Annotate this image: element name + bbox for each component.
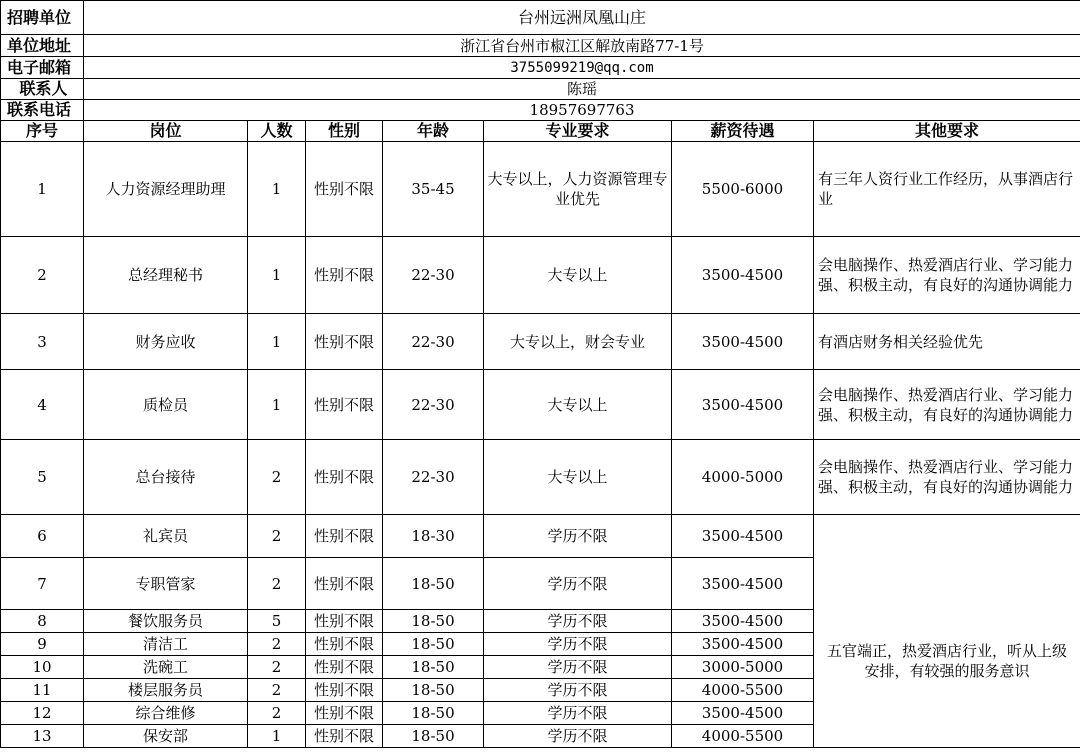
row-other: 会电脑操作、热爱酒店行业、学习能力强、积极主动，有良好的沟通协调能力: [814, 370, 1080, 440]
row-position: 总台接待: [84, 440, 248, 515]
row-major: 学历不限: [484, 633, 672, 656]
row-salary: 3500-4500: [672, 558, 814, 610]
row-position: 保安部: [84, 725, 248, 748]
row-gender: 性别不限: [306, 237, 383, 314]
row-count: 1: [248, 725, 306, 748]
row-no: 7: [1, 558, 84, 610]
row-age: 18-50: [383, 633, 484, 656]
row-age: 18-50: [383, 679, 484, 702]
contact-value: 陈瑶: [84, 79, 1080, 100]
table-row: [1, 440, 1080, 515]
row-count: 2: [248, 702, 306, 725]
table-row: [1, 314, 1080, 370]
row-major: 学历不限: [484, 515, 672, 558]
row-salary: 3500-4500: [672, 702, 814, 725]
row-gender: 性别不限: [306, 633, 383, 656]
row-position: 专职管家: [84, 558, 248, 610]
row-salary: 3500-4500: [672, 370, 814, 440]
row-gender: 性别不限: [306, 440, 383, 515]
phone-label: 联系电话: [1, 100, 84, 121]
merged-other-requirement: 五官端正，热爱酒店行业，听从上级安排，有较强的服务意识: [814, 515, 1080, 748]
table-row: [1, 370, 1080, 440]
row-gender: 性别不限: [306, 558, 383, 610]
row-no: 12: [1, 702, 84, 725]
header-position: 岗位: [84, 121, 248, 142]
email-value: 3755099219@qq.com: [84, 57, 1080, 79]
row-other: 会电脑操作、热爱酒店行业、学习能力强、积极主动，有良好的沟通协调能力: [814, 440, 1080, 515]
row-no: 5: [1, 440, 84, 515]
row-salary: 3000-5000: [672, 656, 814, 679]
table-row: [1, 142, 1080, 237]
row-no: 13: [1, 725, 84, 748]
row-count: 5: [248, 610, 306, 633]
row-major: 大专以上: [484, 237, 672, 314]
row-age: 22-30: [383, 370, 484, 440]
row-position: 质检员: [84, 370, 248, 440]
row-position: 餐饮服务员: [84, 610, 248, 633]
row-age: 18-50: [383, 558, 484, 610]
address-value: 浙江省台州市椒江区解放南路77-1号: [84, 35, 1080, 57]
row-gender: 性别不限: [306, 314, 383, 370]
header-no: 序号: [1, 121, 84, 142]
email-label: 电子邮箱: [1, 57, 84, 79]
header-row: [1, 121, 1080, 142]
row-salary: 3500-4500: [672, 610, 814, 633]
row-position: 礼宾员: [84, 515, 248, 558]
row-age: 22-30: [383, 314, 484, 370]
row-gender: 性别不限: [306, 610, 383, 633]
row-no: 6: [1, 515, 84, 558]
row-salary: 4000-5000: [672, 440, 814, 515]
row-age: 18-50: [383, 725, 484, 748]
row-other: 有三年人资行业工作经历，从事酒店行业: [814, 142, 1080, 237]
row-age: 18-30: [383, 515, 484, 558]
row-major: 学历不限: [484, 610, 672, 633]
row-gender: 性别不限: [306, 725, 383, 748]
row-major: 学历不限: [484, 702, 672, 725]
row-gender: 性别不限: [306, 702, 383, 725]
row-position: 财务应收: [84, 314, 248, 370]
table-row: [1, 237, 1080, 314]
header-major: 专业要求: [484, 121, 672, 142]
row-major: 学历不限: [484, 558, 672, 610]
row-other: 会电脑操作、热爱酒店行业、学习能力强、积极主动，有良好的沟通协调能力: [814, 237, 1080, 314]
row-position: 清洁工: [84, 633, 248, 656]
table-row: [1, 515, 1080, 558]
row-age: 18-50: [383, 656, 484, 679]
row-count: 2: [248, 558, 306, 610]
row-major: 大专以上: [484, 370, 672, 440]
address-label: 单位地址: [1, 35, 84, 57]
row-no: 1: [1, 142, 84, 237]
row-count: 2: [248, 656, 306, 679]
row-count: 1: [248, 142, 306, 237]
company-value: 台州远洲凤凰山庄: [84, 1, 1080, 35]
company-row: [1, 1, 1080, 35]
row-age: 18-50: [383, 702, 484, 725]
contact-label: 联系人: [1, 79, 84, 100]
row-salary: 4000-5500: [672, 725, 814, 748]
row-no: 11: [1, 679, 84, 702]
row-gender: 性别不限: [306, 515, 383, 558]
row-no: 4: [1, 370, 84, 440]
phone-value: 18957697763: [84, 100, 1080, 121]
row-salary: 3500-4500: [672, 237, 814, 314]
address-row: [1, 35, 1080, 57]
company-label: 招聘单位: [1, 1, 84, 35]
row-count: 1: [248, 314, 306, 370]
row-salary: 5500-6000: [672, 142, 814, 237]
row-count: 2: [248, 633, 306, 656]
row-age: 22-30: [383, 440, 484, 515]
phone-row: [1, 100, 1080, 121]
header-gender: 性别: [306, 121, 383, 142]
row-position: 人力资源经理助理: [84, 142, 248, 237]
row-major: 大专以上，财会专业: [484, 314, 672, 370]
row-no: 3: [1, 314, 84, 370]
row-major: 学历不限: [484, 679, 672, 702]
row-major: 学历不限: [484, 725, 672, 748]
row-age: 18-50: [383, 610, 484, 633]
row-no: 2: [1, 237, 84, 314]
row-no: 10: [1, 656, 84, 679]
row-count: 2: [248, 440, 306, 515]
row-count: 1: [248, 370, 306, 440]
row-position: 楼层服务员: [84, 679, 248, 702]
contact-row: [1, 79, 1080, 100]
row-count: 2: [248, 515, 306, 558]
row-salary: 3500-4500: [672, 515, 814, 558]
row-age: 35-45: [383, 142, 484, 237]
email-row: [1, 57, 1080, 79]
row-other: 有酒店财务相关经验优先: [814, 314, 1080, 370]
header-other: 其他要求: [814, 121, 1080, 142]
header-age: 年龄: [383, 121, 484, 142]
row-major: 大专以上: [484, 440, 672, 515]
header-count: 人数: [248, 121, 306, 142]
row-no: 9: [1, 633, 84, 656]
row-gender: 性别不限: [306, 370, 383, 440]
row-salary: 4000-5500: [672, 679, 814, 702]
row-no: 8: [1, 610, 84, 633]
row-count: 2: [248, 679, 306, 702]
row-position: 总经理秘书: [84, 237, 248, 314]
row-position: 洗碗工: [84, 656, 248, 679]
header-salary: 薪资待遇: [672, 121, 814, 142]
row-age: 22-30: [383, 237, 484, 314]
row-count: 1: [248, 237, 306, 314]
row-gender: 性别不限: [306, 679, 383, 702]
row-major: 大专以上，人力资源管理专业优先: [484, 142, 672, 237]
row-position: 综合维修: [84, 702, 248, 725]
row-gender: 性别不限: [306, 142, 383, 237]
row-salary: 3500-4500: [672, 633, 814, 656]
row-salary: 3500-4500: [672, 314, 814, 370]
row-major: 学历不限: [484, 656, 672, 679]
row-gender: 性别不限: [306, 656, 383, 679]
